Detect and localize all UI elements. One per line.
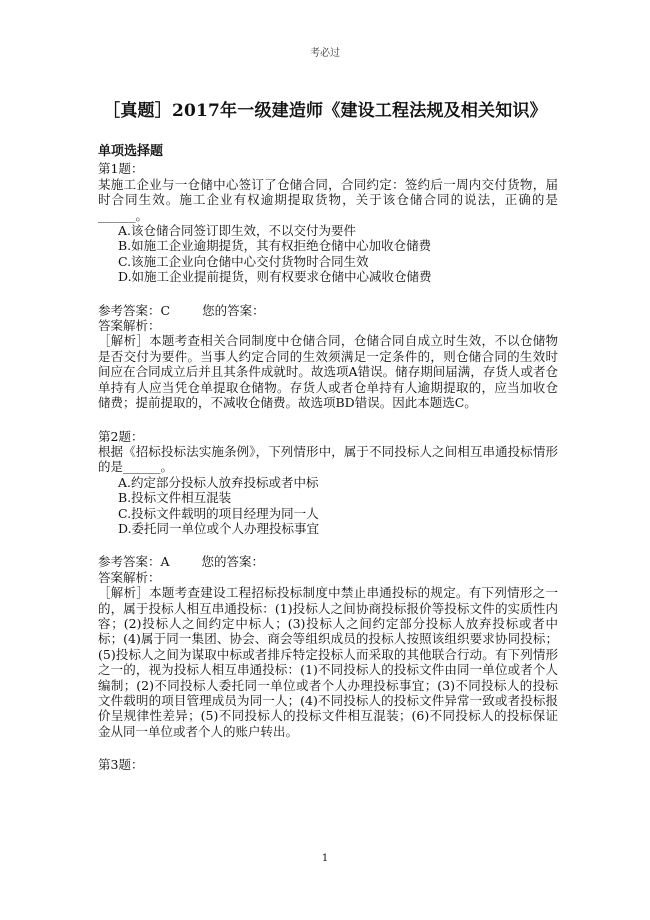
option-d: D.委托同一单位或个人办理投标事宜 xyxy=(118,520,320,536)
reference-answer: 参考答案：A xyxy=(98,554,170,570)
analysis-label: 答案解析： xyxy=(98,569,161,585)
question-stem: 根据《招标投标法实施条例》，下列情形中，属于不同投标人之间相互串通投标情形的是______。 xyxy=(98,443,558,475)
page-number: 1 xyxy=(321,853,329,864)
question-stem: 某施工企业与一仓储中心签订了仓储合同，合同约定：签约后一周内交付货物，届时合同生效。施工企业有权逾期提取货物，关于该仓储合同的说法，正确的是______。 xyxy=(98,176,558,223)
option-c: C.该施工企业向仓储中心交付货物时合同生效 xyxy=(118,253,369,269)
your-answer: 您的答案： xyxy=(201,554,265,570)
option-a: A.该仓储合同签订即生效，不以交付为要件 xyxy=(118,223,357,239)
option-b: B.投标文件相互混装 xyxy=(118,490,232,506)
section-heading: 单项选择题 xyxy=(98,144,164,159)
document-body xyxy=(98,140,558,773)
analysis-text: ［解析］本题考查相关合同制度中仓储合同，仓储合同自成立时生效，不以仓储物是否交付为要件。当事人约定合同的生效须满足一定条件的，则仓储合同的生效时间应在合同成立后并且其条件成就时。故选项A错误。储存期间届满，存货人或者仓单持有人应当凭仓单提取仓储物。存货人或者仓单持有人逾期提取的，应当加收仓储费；提前提取的，不减收仓储费。故选项BD错误。因此本题选C。 xyxy=(98,333,558,411)
option-b: B.如施工企业逾期提货，其有权拒绝仓储中心加收仓储费 xyxy=(118,238,432,254)
answer-line xyxy=(98,554,558,569)
question-number: 第1题： xyxy=(98,161,144,177)
reference-answer: 参考答案：C xyxy=(98,302,171,318)
analysis-text: ［解析］本题考查建设工程招标投标制度中禁止串通投标的规定。有下列情形之一的，属于投标人相互串通投标：(1)投标人之间协商投标报价等投标文件的实质性内容；(2)投标人之间约定中标人；(3)投标人之间约定部分投标人放弃投标或者中标；(4)属于同一集团、协会、商会等组织成员的投标人按照该组织要求协同投标；(5)投标人之间为谋取中标或者排斥特定投标人而采取的其他联合行动。有下列情形之一的，视为投标人相互串通投标：(1)不同投标人的投标文件由同一单位或者个人编制；(2)不同投标人委托同一单位或者个人办理投标事宜；(3)不同投标人的投标文件载明的项目管理成员为同一人；(4)不同投标人的投标文件异常一致或者投标报价呈规律性差异；(5)不同投标人的投标文件相互混装；(6)不同投标人的投标保证金从同一单位或者个人的账户转出。 xyxy=(98,585,558,739)
question-number: 第3题： xyxy=(98,757,144,773)
question-2 xyxy=(98,429,558,740)
your-answer: 您的答案： xyxy=(202,302,265,318)
option-d: D.如施工企业提前提货，则有权要求仓储中心减收仓储费 xyxy=(118,269,432,285)
option-c: C.投标文件载明的项目经理为同一人 xyxy=(118,505,319,521)
page-header: 考必过 xyxy=(310,48,340,59)
option-a: A.约定部分投标人放弃投标或者中标 xyxy=(118,474,319,490)
question-number: 第2题： xyxy=(98,428,144,444)
page-title: ［真题］2017年一级建造师《建设工程法规及相关知识》 xyxy=(103,101,547,121)
analysis-label: 答案解析： xyxy=(98,318,161,334)
question-3 xyxy=(98,757,558,772)
answer-line xyxy=(98,303,558,318)
question-1 xyxy=(98,161,558,410)
